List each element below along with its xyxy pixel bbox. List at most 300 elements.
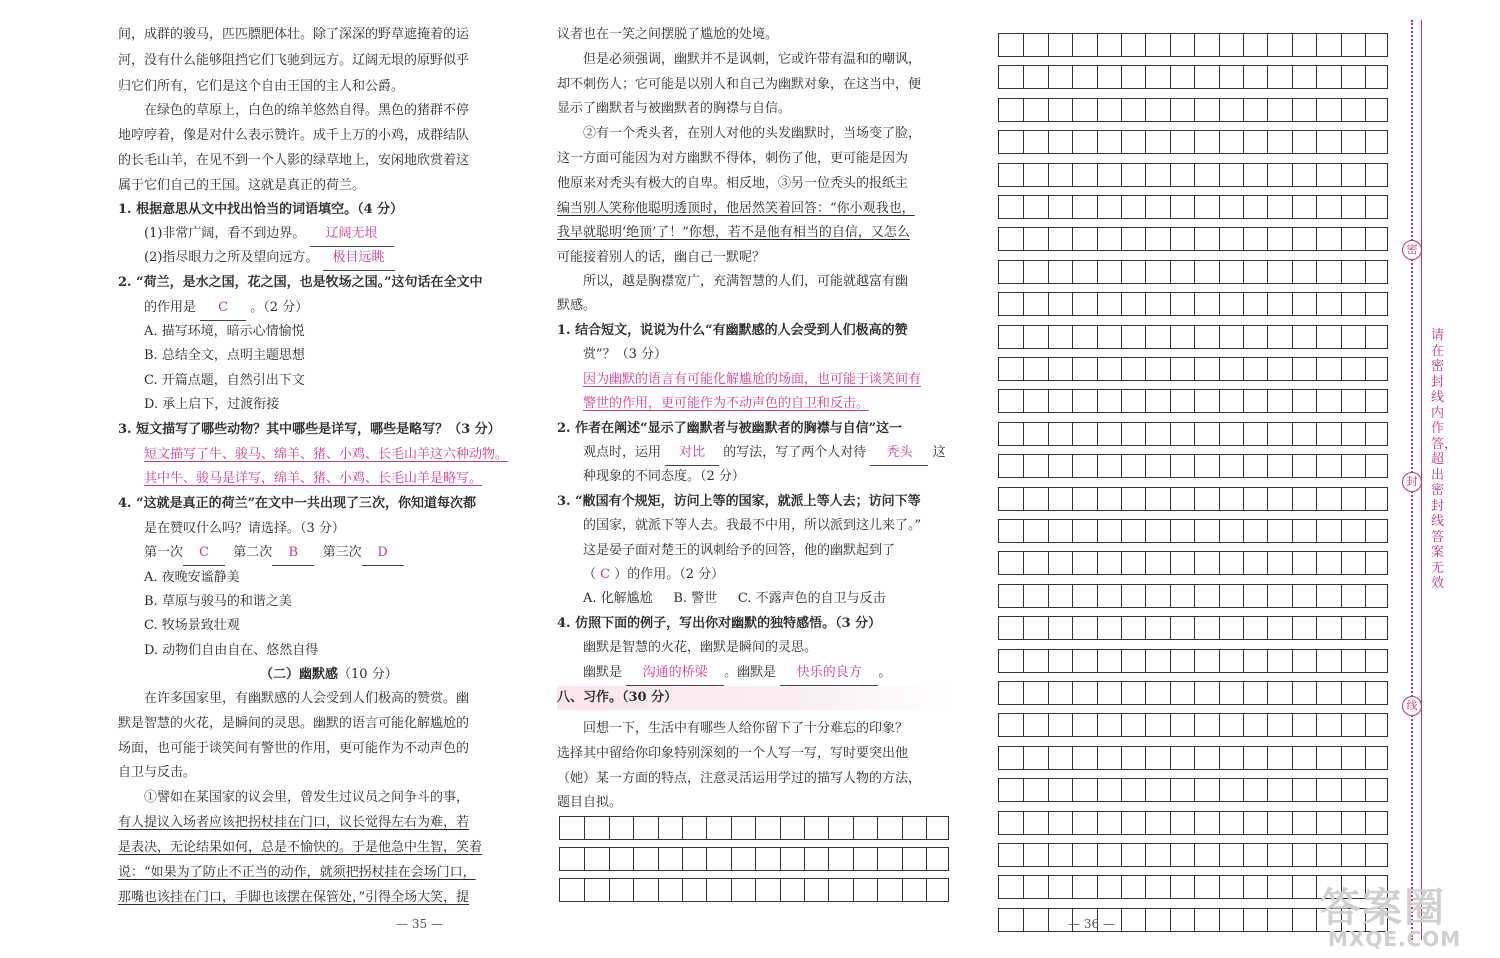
grid-cell-divider bbox=[877, 879, 878, 901]
grid-row[interactable] bbox=[998, 227, 1388, 251]
grid-cell-divider bbox=[1267, 876, 1268, 898]
grid-cell-divider bbox=[1097, 66, 1098, 88]
grid-cell-divider bbox=[1316, 650, 1317, 672]
grid-row[interactable] bbox=[998, 195, 1388, 219]
grid-cell-divider bbox=[1170, 909, 1171, 931]
example-line: 幽默是智慧的火花，幽默是瞬间的灵思。 bbox=[583, 640, 818, 655]
grid-cell-divider bbox=[1072, 682, 1073, 704]
grid-cell-divider bbox=[1341, 455, 1342, 477]
grid-cell-divider bbox=[1292, 164, 1293, 186]
grid-cell-divider bbox=[1023, 714, 1024, 736]
grid-cell-divider bbox=[1048, 585, 1049, 607]
grid-cell-divider bbox=[1194, 585, 1195, 607]
answer-blank: 对比 bbox=[665, 441, 719, 466]
grid-cell-divider bbox=[1048, 455, 1049, 477]
grid-cell-divider bbox=[1219, 909, 1220, 931]
grid-cell-divider bbox=[731, 879, 732, 901]
grid-cell-divider bbox=[1194, 423, 1195, 445]
grid-cell-divider bbox=[1292, 390, 1293, 412]
grid-cell-divider bbox=[1341, 423, 1342, 445]
grid-row[interactable] bbox=[998, 357, 1388, 381]
grid-row[interactable] bbox=[998, 551, 1388, 575]
option-a: A. 描写环境，暗示心情愉悦 bbox=[144, 324, 305, 339]
grid-cell-divider bbox=[1316, 261, 1317, 283]
grid-cell-divider bbox=[1048, 844, 1049, 866]
grid-cell-divider bbox=[1341, 261, 1342, 283]
grid-cell-divider bbox=[1145, 196, 1146, 218]
grid-cell-divider bbox=[1048, 34, 1049, 56]
grid-cell-divider bbox=[1292, 358, 1293, 380]
grid-cell-divider bbox=[1097, 99, 1098, 121]
grid-cell-divider bbox=[658, 879, 659, 901]
grid-cell-divider bbox=[1048, 714, 1049, 736]
grid-cell-divider bbox=[1267, 164, 1268, 186]
grid-cell-divider bbox=[1243, 131, 1244, 153]
grid-row[interactable] bbox=[998, 260, 1388, 284]
grid-cell-divider bbox=[1243, 617, 1244, 639]
grid-row[interactable] bbox=[998, 811, 1388, 835]
text-line: 河，没有什么能够阻挡它们飞驰到远方。辽阔无垠的原野似乎 bbox=[118, 53, 470, 68]
grid-cell-divider bbox=[1267, 326, 1268, 348]
grid-cell-divider bbox=[804, 879, 805, 901]
grid-cell-divider bbox=[1072, 66, 1073, 88]
question-3-line: 的国家，就派下等人去。我最不中用，所以派到这儿来了。” bbox=[583, 518, 922, 533]
grid-cell-divider bbox=[1145, 682, 1146, 704]
grid-row[interactable] bbox=[998, 98, 1388, 122]
grid-cell-divider bbox=[1341, 779, 1342, 801]
grid-row[interactable] bbox=[998, 487, 1388, 511]
grid-cell-divider bbox=[1048, 99, 1049, 121]
grid-cell-divider bbox=[1292, 876, 1293, 898]
grid-cell-divider bbox=[1292, 34, 1293, 56]
grid-cell-divider bbox=[1365, 390, 1366, 412]
grid-cell-divider bbox=[926, 879, 927, 901]
grid-cell-divider bbox=[1292, 650, 1293, 672]
grid-cell-divider bbox=[1170, 714, 1171, 736]
grid-row[interactable] bbox=[998, 163, 1388, 187]
grid-cell-divider bbox=[1365, 812, 1366, 834]
grid-cell-divider bbox=[1219, 520, 1220, 542]
answer-blank: 辽阔无垠 bbox=[310, 222, 394, 247]
grid-cell-divider bbox=[1267, 66, 1268, 88]
grid-cell-divider bbox=[1341, 164, 1342, 186]
grid-row[interactable] bbox=[998, 292, 1388, 316]
text-line: 属于它们自己的王国。这就是真正的荷兰。 bbox=[118, 178, 366, 193]
grid-cell-divider bbox=[1267, 34, 1268, 56]
grid-row[interactable] bbox=[998, 519, 1388, 543]
grid-cell-divider bbox=[1170, 66, 1171, 88]
grid-cell-divider bbox=[1023, 390, 1024, 412]
grid-cell-divider bbox=[1121, 682, 1122, 704]
grid-cell-divider bbox=[1145, 34, 1146, 56]
option-d: D. 动物们自由自在、悠然自得 bbox=[144, 643, 319, 658]
grid-cell-divider bbox=[1341, 66, 1342, 88]
answer-blank: 沟通的桥梁 bbox=[626, 661, 724, 686]
option-a: A. 夜晚安谧静美 bbox=[144, 570, 240, 585]
grid-cell-divider bbox=[1316, 812, 1317, 834]
grid-cell-divider bbox=[1243, 196, 1244, 218]
grid-cell-divider bbox=[1097, 358, 1098, 380]
grid-cell-divider bbox=[1219, 455, 1220, 477]
answer-blank: 极目远眺 bbox=[323, 246, 395, 271]
answer-line: 因为幽默的语言有可能化解尴尬的场面，也可能于谈笑间有 bbox=[583, 372, 922, 387]
grid-cell-divider bbox=[1194, 844, 1195, 866]
grid-cell-divider bbox=[1316, 714, 1317, 736]
grid-cell-divider bbox=[1243, 812, 1244, 834]
grid-cell-divider bbox=[1267, 812, 1268, 834]
text-line: 可能接着别人的话，幽自己一默呢？ bbox=[557, 250, 766, 265]
grid-cell-divider bbox=[1267, 228, 1268, 250]
grid-row[interactable] bbox=[998, 681, 1388, 705]
grid-cell-divider bbox=[1121, 164, 1122, 186]
grid-cell-divider bbox=[1219, 617, 1220, 639]
grid-cell-divider bbox=[1316, 552, 1317, 574]
grid-cell-divider bbox=[1048, 261, 1049, 283]
grid-cell-divider bbox=[1341, 812, 1342, 834]
text-line: 的长毛山羊，在见不到一个人影的绿草地上，安闲地欣赏着这 bbox=[118, 153, 470, 168]
grid-cell-divider bbox=[1072, 844, 1073, 866]
grid-cell-divider bbox=[1341, 650, 1342, 672]
grid-cell-divider bbox=[1267, 131, 1268, 153]
text-line: （她）某一方面的特点，注意灵活运用学过的描写人物的方法， bbox=[557, 771, 922, 786]
grid-cell-divider bbox=[1316, 682, 1317, 704]
grid-cell-divider bbox=[1145, 876, 1146, 898]
answer-blank: 快乐的良方 bbox=[780, 661, 878, 686]
grid-cell-divider bbox=[1267, 909, 1268, 931]
grid-cell-divider bbox=[1121, 131, 1122, 153]
option-d: D. 承上启下，过渡衔接 bbox=[144, 397, 280, 412]
grid-cell-divider bbox=[1316, 876, 1317, 898]
grid-cell-divider bbox=[1292, 747, 1293, 769]
answer-choice: C bbox=[600, 567, 611, 582]
grid-cell-divider bbox=[1316, 228, 1317, 250]
grid-row[interactable] bbox=[559, 816, 949, 840]
grid-row[interactable] bbox=[998, 843, 1388, 867]
grid-cell-divider bbox=[1316, 358, 1317, 380]
seal-mark: 线 bbox=[1402, 696, 1422, 716]
text-line: 显示了幽默者与被幽默者的胸襟与自信。 bbox=[557, 101, 792, 116]
grid-cell-divider bbox=[1243, 228, 1244, 250]
seal-notice: 请在密封线内作答，超出密封线答案无效 bbox=[1431, 328, 1458, 591]
grid-cell-divider bbox=[755, 848, 756, 870]
grid-cell-divider bbox=[1145, 812, 1146, 834]
grid-cell-divider bbox=[1170, 552, 1171, 574]
text-line: 默是智慧的火花，是瞬间的灵思。幽默的语言可能化解尴尬的 bbox=[118, 716, 470, 731]
grid-row[interactable] bbox=[998, 33, 1388, 57]
grid-cell-divider bbox=[1219, 585, 1220, 607]
grid-cell-divider bbox=[1292, 585, 1293, 607]
grid-cell-divider bbox=[1365, 358, 1366, 380]
grid-cell-divider bbox=[1267, 682, 1268, 704]
grid-row[interactable] bbox=[559, 878, 949, 902]
grid-cell-divider bbox=[1292, 423, 1293, 445]
grid-cell-divider bbox=[1292, 66, 1293, 88]
grid-cell-divider bbox=[1219, 358, 1220, 380]
grid-cell-divider bbox=[1365, 99, 1366, 121]
grid-cell-divider bbox=[1365, 455, 1366, 477]
grid-row[interactable] bbox=[998, 389, 1388, 413]
grid-cell-divider bbox=[780, 817, 781, 839]
grid-cell-divider bbox=[1121, 488, 1122, 510]
grid-row[interactable] bbox=[998, 584, 1388, 608]
grid-cell-divider bbox=[1097, 488, 1098, 510]
grid-cell-divider bbox=[1170, 455, 1171, 477]
grid-cell-divider bbox=[1243, 747, 1244, 769]
grid-row[interactable] bbox=[998, 422, 1388, 446]
grid-cell-divider bbox=[682, 817, 683, 839]
grid-cell-divider bbox=[1170, 228, 1171, 250]
grid-cell-divider bbox=[1219, 844, 1220, 866]
grid-cell-divider bbox=[1365, 261, 1366, 283]
grid-cell-divider bbox=[1023, 812, 1024, 834]
grid-cell-divider bbox=[1097, 682, 1098, 704]
grid-cell-divider bbox=[1145, 617, 1146, 639]
text-line: 这一方面可能因为对方幽默不得体，刺伤了他，更可能是因为 bbox=[557, 151, 909, 166]
grid-cell-divider bbox=[1170, 131, 1171, 153]
grid-cell-divider bbox=[731, 848, 732, 870]
grid-cell-divider bbox=[1121, 326, 1122, 348]
grid-cell-divider bbox=[1365, 293, 1366, 315]
grid-cell-divider bbox=[1048, 326, 1049, 348]
question-4-line: 是在赞叹什么吗？请选择。（3 分） bbox=[144, 521, 345, 536]
grid-cell-divider bbox=[877, 817, 878, 839]
grid-cell-divider bbox=[1170, 617, 1171, 639]
grid-row[interactable] bbox=[998, 616, 1388, 640]
grid-cell-divider bbox=[1316, 520, 1317, 542]
answer-line: 短文描写了牛、骏马、绵羊、猪、小鸡、长毛山羊这六种动物。 bbox=[144, 447, 509, 462]
grid-cell-divider bbox=[1097, 844, 1098, 866]
seal-mark: 封 bbox=[1402, 472, 1422, 492]
grid-cell-divider bbox=[1194, 488, 1195, 510]
grid-cell-divider bbox=[1267, 714, 1268, 736]
grid-cell-divider bbox=[902, 848, 903, 870]
grid-cell-divider bbox=[1023, 34, 1024, 56]
grid-cell-divider bbox=[1316, 34, 1317, 56]
question-2: 2. “荷兰，是水之国，花之国，也是牧场之国。”这句话在全文中 bbox=[118, 275, 483, 290]
grid-cell-divider bbox=[1243, 66, 1244, 88]
underlined-line: 是表决，无论结果如何，总是不愉快的。于是他急中生智，笑着 bbox=[118, 840, 483, 855]
grid-row[interactable] bbox=[998, 65, 1388, 89]
grid-cell-divider bbox=[1023, 844, 1024, 866]
grid-cell-divider bbox=[1194, 358, 1195, 380]
grid-cell-divider bbox=[1341, 293, 1342, 315]
grid-cell-divider bbox=[1219, 326, 1220, 348]
grid-row[interactable] bbox=[998, 454, 1388, 478]
watermark-logo: 答案圈 MXQE.COM bbox=[1320, 885, 1462, 951]
option-b: B. 总结全文，点明主题思想 bbox=[144, 348, 305, 363]
grid-cell-divider bbox=[1072, 390, 1073, 412]
grid-row[interactable] bbox=[998, 746, 1388, 770]
grid-cell-divider bbox=[1194, 390, 1195, 412]
grid-cell-divider bbox=[1194, 714, 1195, 736]
text-line: 题目自拟。 bbox=[557, 795, 623, 810]
grid-cell-divider bbox=[706, 817, 707, 839]
grid-cell-divider bbox=[1072, 164, 1073, 186]
grid-cell-divider bbox=[1292, 293, 1293, 315]
grid-cell-divider bbox=[1365, 34, 1366, 56]
grid-cell-divider bbox=[1023, 520, 1024, 542]
grid-cell-divider bbox=[1121, 99, 1122, 121]
option-c: C. 开篇点题，自然引出下文 bbox=[144, 373, 305, 388]
grid-cell-divider bbox=[1219, 228, 1220, 250]
grid-cell-divider bbox=[1341, 520, 1342, 542]
grid-cell-divider bbox=[1097, 228, 1098, 250]
grid-cell-divider bbox=[1170, 650, 1171, 672]
question-1: 1. 根据意思从文中找出恰当的词语填空。（4 分） bbox=[118, 202, 404, 217]
grid-cell-divider bbox=[1341, 358, 1342, 380]
question-1-2: (2)指尽眼力之所及望向远方。 极目远眺 bbox=[118, 246, 395, 271]
grid-cell-divider bbox=[1023, 66, 1024, 88]
text-line: 议者也在一笑之间摆脱了尴尬的处境。 bbox=[557, 27, 779, 42]
grid-cell-divider bbox=[1267, 520, 1268, 542]
grid-cell-divider bbox=[1292, 488, 1293, 510]
underlined-line: 编当别人笑称他聪明透顶时，他居然笑着回答：“你小观我也， bbox=[557, 201, 915, 216]
grid-cell-divider bbox=[1072, 131, 1073, 153]
answer-line: 警世的作用，更可能作为不动声色的自卫和反击。 bbox=[583, 396, 870, 411]
grid-cell-divider bbox=[1267, 423, 1268, 445]
grid-cell-divider bbox=[1316, 99, 1317, 121]
grid-cell-divider bbox=[1072, 261, 1073, 283]
option-c: C. 牧场景致壮观 bbox=[144, 618, 240, 633]
grid-cell-divider bbox=[1121, 876, 1122, 898]
grid-cell-divider bbox=[1145, 261, 1146, 283]
grid-cell-divider bbox=[658, 817, 659, 839]
page-number: — 35 — bbox=[396, 917, 443, 931]
grid-cell-divider bbox=[1365, 714, 1366, 736]
grid-cell-divider bbox=[1341, 617, 1342, 639]
grid-cell-divider bbox=[1048, 66, 1049, 88]
grid-cell-divider bbox=[1243, 552, 1244, 574]
grid-cell-divider bbox=[1341, 196, 1342, 218]
grid-cell-divider bbox=[1194, 228, 1195, 250]
grid-cell-divider bbox=[1121, 228, 1122, 250]
grid-cell-divider bbox=[1072, 99, 1073, 121]
grid-cell-divider bbox=[1023, 261, 1024, 283]
grid-cell-divider bbox=[1170, 876, 1171, 898]
grid-cell-divider bbox=[1072, 455, 1073, 477]
grid-cell-divider bbox=[1023, 779, 1024, 801]
grid-cell-divider bbox=[1170, 844, 1171, 866]
question-3-answer: （ C ）的作用。（2 分） bbox=[583, 567, 725, 582]
grid-cell-divider bbox=[1097, 34, 1098, 56]
grid-cell-divider bbox=[1121, 390, 1122, 412]
grid-row[interactable] bbox=[998, 778, 1388, 802]
grid-cell-divider bbox=[1023, 617, 1024, 639]
grid-cell-divider bbox=[1072, 488, 1073, 510]
grid-cell-divider bbox=[1145, 358, 1146, 380]
grid-cell-divider bbox=[1194, 520, 1195, 542]
grid-cell-divider bbox=[1145, 455, 1146, 477]
question-2: 2. 作者在阐述“显示了幽默者与被幽默者的胸襟与自信”这一 bbox=[557, 421, 903, 436]
grid-cell-divider bbox=[1170, 164, 1171, 186]
question-3: 3. “敝国有个规矩，访问上等的国家，就派上等人去；访问下等 bbox=[557, 494, 921, 509]
grid-cell-divider bbox=[1170, 99, 1171, 121]
grid-cell-divider bbox=[1023, 455, 1024, 477]
underlined-line: 那嘴也该挂在门口，手脚也该摆在保管处，”引得全场大笑，提 bbox=[118, 890, 470, 905]
grid-cell-divider bbox=[1121, 358, 1122, 380]
grid-cell-divider bbox=[1023, 293, 1024, 315]
text-line: 归它们所有，它们是这个自由王国的主人和公爵。 bbox=[118, 79, 405, 94]
grid-cell-divider bbox=[1170, 747, 1171, 769]
grid-cell-divider bbox=[609, 848, 610, 870]
grid-cell-divider bbox=[1048, 617, 1049, 639]
grid-cell-divider bbox=[1170, 196, 1171, 218]
underlined-line: 有人提议入场者应该把拐杖挂在门口，议长觉得左右为难，若 bbox=[118, 815, 470, 830]
grid-cell-divider bbox=[1194, 617, 1195, 639]
grid-row[interactable] bbox=[559, 847, 949, 871]
grid-cell-divider bbox=[1121, 261, 1122, 283]
grid-cell-divider bbox=[1121, 552, 1122, 574]
grid-cell-divider bbox=[1048, 131, 1049, 153]
grid-row[interactable] bbox=[998, 325, 1388, 349]
grid-cell-divider bbox=[1072, 779, 1073, 801]
grid-row[interactable] bbox=[998, 130, 1388, 154]
grid-cell-divider bbox=[1097, 196, 1098, 218]
grid-cell-divider bbox=[828, 848, 829, 870]
grid-cell-divider bbox=[1365, 131, 1366, 153]
grid-cell-divider bbox=[1243, 682, 1244, 704]
grid-cell-divider bbox=[1219, 293, 1220, 315]
grid-cell-divider bbox=[1267, 390, 1268, 412]
grid-cell-divider bbox=[609, 879, 610, 901]
grid-cell-divider bbox=[1170, 520, 1171, 542]
section-heading: （二）幽默感（10 分） bbox=[260, 667, 398, 682]
grid-cell-divider bbox=[1097, 455, 1098, 477]
grid-cell-divider bbox=[1341, 714, 1342, 736]
grid-cell-divider bbox=[1292, 196, 1293, 218]
grid-cell-divider bbox=[1048, 390, 1049, 412]
grid-cell-divider bbox=[1048, 293, 1049, 315]
grid-cell-divider bbox=[1365, 617, 1366, 639]
grid-cell-divider bbox=[1194, 261, 1195, 283]
grid-cell-divider bbox=[1194, 131, 1195, 153]
grid-cell-divider bbox=[1170, 682, 1171, 704]
question-2-line: 种现象的不同态度。（2 分） bbox=[583, 469, 745, 484]
grid-row[interactable] bbox=[998, 649, 1388, 673]
grid-cell-divider bbox=[1072, 552, 1073, 574]
grid-cell-divider bbox=[1292, 455, 1293, 477]
text-line: 默感。 bbox=[557, 298, 597, 313]
grid-cell-divider bbox=[1365, 650, 1366, 672]
grid-row[interactable] bbox=[998, 713, 1388, 737]
grid-cell-divider bbox=[1145, 520, 1146, 542]
grid-cell-divider bbox=[1316, 909, 1317, 931]
grid-cell-divider bbox=[1121, 812, 1122, 834]
grid-cell-divider bbox=[1097, 131, 1098, 153]
text-line: 在许多国家里，有幽默感的人会受到人们极高的赞赏。幽 bbox=[144, 691, 470, 706]
grid-cell-divider bbox=[1145, 326, 1146, 348]
grid-cell-divider bbox=[1072, 34, 1073, 56]
grid-cell-divider bbox=[1194, 779, 1195, 801]
text-line: ②有一个秃头者，在别人对他的头发幽默时，当场变了脸， bbox=[583, 126, 922, 141]
grid-cell-divider bbox=[1243, 326, 1244, 348]
question-2-line: 的作用是 C 。（2 分） bbox=[118, 296, 308, 321]
grid-cell-divider bbox=[1170, 390, 1171, 412]
grid-cell-divider bbox=[1121, 66, 1122, 88]
grid-cell-divider bbox=[1267, 455, 1268, 477]
grid-cell-divider bbox=[1292, 326, 1293, 348]
grid-cell-divider bbox=[1145, 488, 1146, 510]
grid-cell-divider bbox=[1097, 326, 1098, 348]
grid-cell-divider bbox=[1194, 455, 1195, 477]
grid-cell-divider bbox=[877, 848, 878, 870]
grid-cell-divider bbox=[1316, 585, 1317, 607]
grid-cell-divider bbox=[780, 879, 781, 901]
grid-cell-divider bbox=[1316, 293, 1317, 315]
grid-cell-divider bbox=[1145, 66, 1146, 88]
grid-cell-divider bbox=[1023, 196, 1024, 218]
grid-cell-divider bbox=[1267, 358, 1268, 380]
